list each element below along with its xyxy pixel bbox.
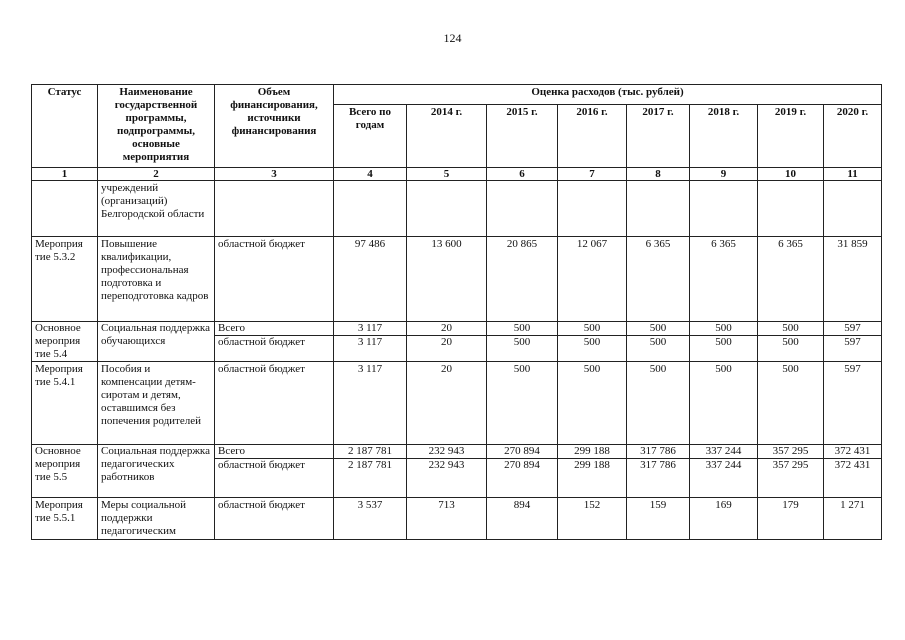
cell-value: 13 600	[407, 237, 487, 322]
cell-value: 372 431	[824, 445, 882, 459]
cell-value: 20 865	[487, 237, 558, 322]
cell-value	[758, 181, 824, 237]
cell-value: 299 188	[558, 445, 627, 459]
cell-value: 500	[558, 336, 627, 362]
column-index: 1	[32, 168, 98, 181]
cell-name: Пособия и компенсации детям-сиротам и детям, оставшимся без попечения родителей	[98, 362, 215, 445]
cell-value	[487, 181, 558, 237]
cell-value	[558, 181, 627, 237]
cell-value: 500	[690, 336, 758, 362]
cell-value	[407, 181, 487, 237]
cell-value: 20	[407, 362, 487, 445]
column-index: 10	[758, 168, 824, 181]
cell-value	[334, 181, 407, 237]
cell-finance: областной бюджет	[215, 336, 334, 362]
cell-value: 270 894	[487, 459, 558, 498]
cell-value: 1 271	[824, 498, 882, 540]
table-row	[32, 322, 882, 336]
cell-value: 3 537	[334, 498, 407, 540]
cell-value: 3 117	[334, 362, 407, 445]
cell-value: 500	[487, 362, 558, 445]
cell-value: 500	[487, 336, 558, 362]
cell-value: 159	[627, 498, 690, 540]
cell-value: 894	[487, 498, 558, 540]
cell-name: учреждений (организаций) Белгородской области	[98, 181, 215, 237]
cell-name: Повышение квалификации, профессиональная подготовка и переподготовка кадров	[98, 237, 215, 322]
cell-value: 713	[407, 498, 487, 540]
cell-finance: областной бюджет	[215, 237, 334, 322]
cell-finance: областной бюджет	[215, 362, 334, 445]
expenditure-table	[31, 84, 882, 540]
header-status: Статус	[32, 85, 98, 168]
cell-value: 500	[758, 322, 824, 336]
header-year-2020: 2020 г.	[824, 105, 882, 168]
cell-status: Основное мероприя тие 5.5	[32, 445, 98, 498]
cell-value: 2 187 781	[334, 445, 407, 459]
cell-value: 169	[690, 498, 758, 540]
column-index: 4	[334, 168, 407, 181]
cell-name: Социальная поддержка педагогических работников	[98, 445, 215, 498]
cell-value: 20	[407, 336, 487, 362]
table-row	[32, 445, 882, 459]
cell-status	[32, 181, 98, 237]
header-year-2019: 2019 г.	[758, 105, 824, 168]
cell-status: Мероприя тие 5.5.1	[32, 498, 98, 540]
cell-name: Социальная поддержка обучающихся	[98, 322, 215, 362]
cell-value: 3 117	[334, 322, 407, 336]
cell-value: 3 117	[334, 336, 407, 362]
cell-value: 317 786	[627, 459, 690, 498]
cell-status: Мероприя тие 5.4.1	[32, 362, 98, 445]
cell-value: 31 859	[824, 237, 882, 322]
cell-value: 270 894	[487, 445, 558, 459]
cell-finance: Всего	[215, 322, 334, 336]
cell-value: 357 295	[758, 445, 824, 459]
column-index: 6	[487, 168, 558, 181]
page-number: 124	[443, 31, 462, 45]
cell-status: Мероприя тие 5.3.2	[32, 237, 98, 322]
cell-value: 232 943	[407, 445, 487, 459]
table-row	[32, 181, 882, 237]
cell-status: Основное мероприя тие 5.4	[32, 322, 98, 362]
cell-finance: Всего	[215, 445, 334, 459]
cell-value: 6 365	[627, 237, 690, 322]
header-year-2014: 2014 г.	[407, 105, 487, 168]
cell-value: 372 431	[824, 459, 882, 498]
cell-value: 317 786	[627, 445, 690, 459]
cell-name: Меры социальной поддержки педагогическим	[98, 498, 215, 540]
header-year-2016: 2016 г.	[558, 105, 627, 168]
cell-value: 337 244	[690, 445, 758, 459]
column-index: 5	[407, 168, 487, 181]
cell-value: 500	[627, 336, 690, 362]
cell-value: 357 295	[758, 459, 824, 498]
table-row	[32, 498, 882, 540]
cell-value: 500	[558, 362, 627, 445]
cell-value: 6 365	[758, 237, 824, 322]
table-row	[32, 362, 882, 445]
cell-value: 179	[758, 498, 824, 540]
cell-value: 299 188	[558, 459, 627, 498]
header-year-2018: 2018 г.	[690, 105, 758, 168]
column-index: 7	[558, 168, 627, 181]
header-estimate: Оценка расходов (тыс. рублей)	[334, 85, 882, 105]
header-year-total: Всего по годам	[334, 105, 407, 168]
cell-value: 500	[627, 362, 690, 445]
cell-value	[690, 181, 758, 237]
column-index: 8	[627, 168, 690, 181]
cell-finance: областной бюджет	[215, 459, 334, 498]
column-index: 3	[215, 168, 334, 181]
cell-value: 500	[690, 322, 758, 336]
cell-finance	[215, 181, 334, 237]
header-finance: Объем финансирования, источники финансирования	[215, 85, 334, 168]
cell-value: 6 365	[690, 237, 758, 322]
cell-value: 337 244	[690, 459, 758, 498]
cell-value: 232 943	[407, 459, 487, 498]
cell-value: 12 067	[558, 237, 627, 322]
cell-value: 2 187 781	[334, 459, 407, 498]
cell-value	[824, 181, 882, 237]
header-year-2017: 2017 г.	[627, 105, 690, 168]
cell-value: 500	[690, 362, 758, 445]
cell-value: 152	[558, 498, 627, 540]
column-index-row	[32, 168, 882, 181]
table-row	[32, 237, 882, 322]
cell-value: 20	[407, 322, 487, 336]
column-index: 9	[690, 168, 758, 181]
cell-value: 97 486	[334, 237, 407, 322]
cell-value: 597	[824, 322, 882, 336]
cell-finance: областной бюджет	[215, 498, 334, 540]
cell-value: 597	[824, 336, 882, 362]
cell-value: 500	[558, 322, 627, 336]
header-name: Наименование государственной программы, подпрограммы, основные мероприятия	[98, 85, 215, 168]
cell-value: 500	[758, 362, 824, 445]
header-row-1	[32, 85, 882, 105]
cell-value: 500	[487, 322, 558, 336]
header-year-2015: 2015 г.	[487, 105, 558, 168]
column-index: 2	[98, 168, 215, 181]
cell-value	[627, 181, 690, 237]
cell-value: 500	[758, 336, 824, 362]
cell-value: 597	[824, 362, 882, 445]
column-index: 11	[824, 168, 882, 181]
cell-value: 500	[627, 322, 690, 336]
